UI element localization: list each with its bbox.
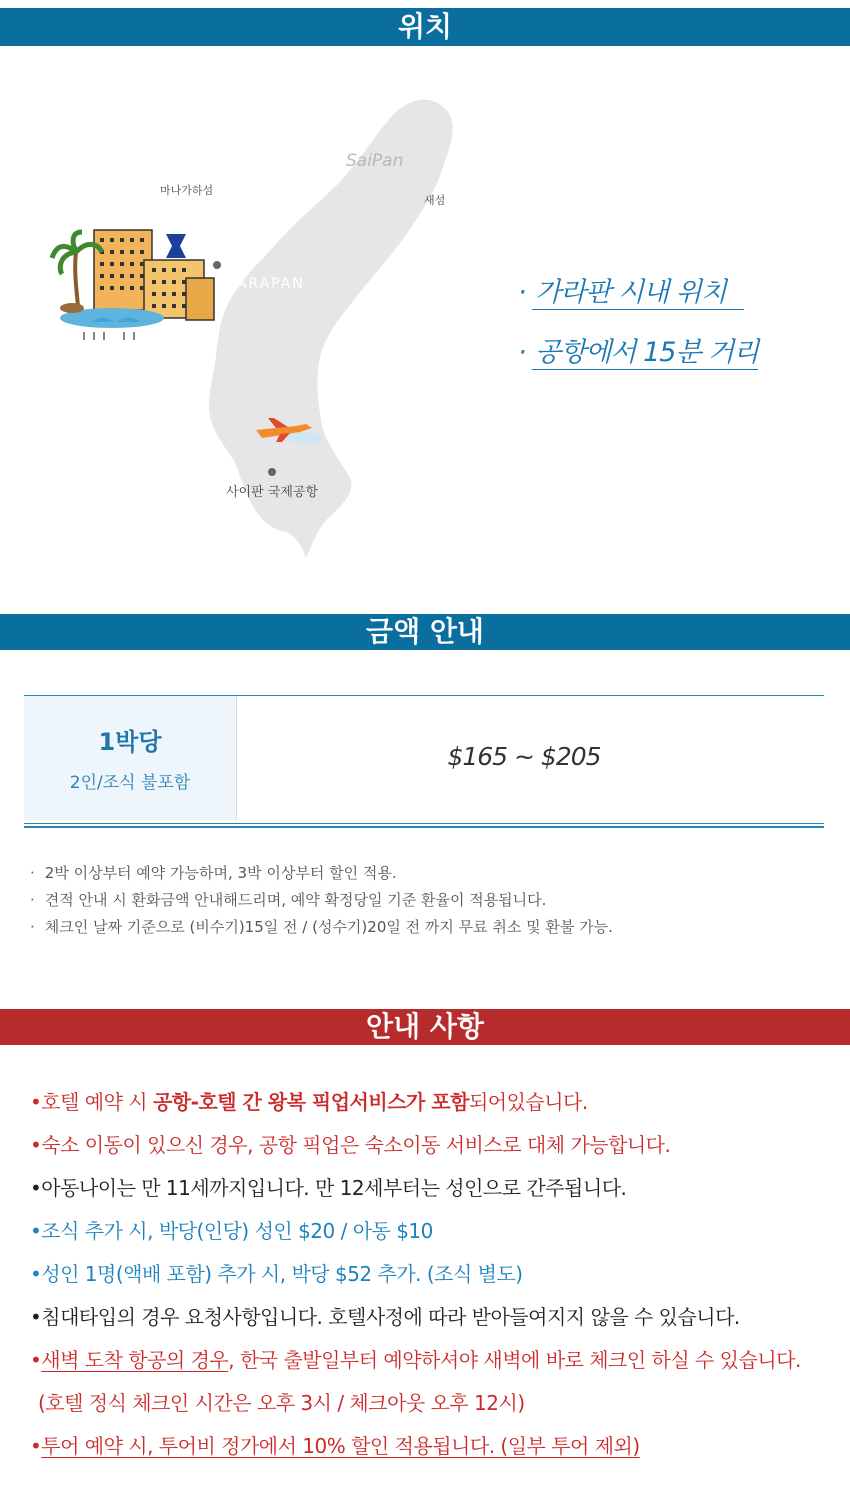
price-condition-label: 2인/조식 불포함 xyxy=(69,773,191,793)
location-section-title: 위치 xyxy=(397,10,453,43)
price-label-cell xyxy=(24,696,237,820)
guide-item: •투어 예약 시, 투어비 정가에서 10% 할인 적용됩니다. (일부 투어 제외) xyxy=(30,1434,640,1458)
pickup-highlight: 공항-호텔 간 왕복 픽업서비스가 포함 xyxy=(152,1090,469,1114)
guide-item: •조식 추가 시, 박당(인당) 성인 $20 / 아동 $10 xyxy=(30,1219,433,1243)
guide-list xyxy=(30,1083,801,1470)
price-value: $165 ~ $205 xyxy=(447,742,601,771)
location-bullet-list xyxy=(518,270,758,390)
garapan-dot xyxy=(213,261,221,269)
note-item: · 견적 안내 시 환화금액 안내해드리며, 예약 확정당일 기준 환율이 적용됩니다. xyxy=(30,891,547,909)
guide-section-title: 안내 사항 xyxy=(366,1010,484,1043)
bullet-underline xyxy=(532,369,758,370)
note-item: · 2박 이상부터 예약 가능하며, 3박 이상부터 할인 적용. xyxy=(30,864,397,882)
location-bullet: · 가라판 시내 위치 xyxy=(518,270,758,330)
managaha-label: 마나가하섬 xyxy=(160,184,214,197)
island-label: SaiPan xyxy=(346,151,404,171)
guide-item-subnote: (호텔 정식 체크인 시간은 오후 3시 / 체크아웃 오후 12시) xyxy=(38,1391,525,1415)
airport-dot xyxy=(268,468,276,476)
guide-item: •숙소 이동이 있으신 경우, 공항 픽업은 숙소이동 서비스로 대체 가능합니다. xyxy=(30,1133,671,1157)
guide-item: •성인 1명(액배 포함) 추가 시, 박당 $52 추가. (조식 별도) xyxy=(30,1262,523,1286)
location-section-header xyxy=(0,8,850,46)
location-bullet: · 공항에서 15분 거리 xyxy=(518,337,759,368)
hotel-illustration xyxy=(52,230,214,340)
guide-item: •아동나이는 만 11세까지입니다. 만 12세부터는 성인으로 간주됩니다. xyxy=(30,1176,627,1200)
price-per-night-label: 1박당 xyxy=(98,728,162,756)
guide-item: •호텔 예약 시 공항-호텔 간 왕복 픽업서비스가 포함되어있습니다. xyxy=(30,1090,588,1114)
price-table xyxy=(24,695,824,828)
note-item: · 체크인 날짜 기준으로 (비수기)15일 전 / (성수기)20일 전 까지 무료 취소 및 환불 가능. xyxy=(30,918,613,936)
garapan-label: GARAPAN xyxy=(224,276,305,292)
bullet-underline xyxy=(532,309,744,310)
price-section-title: 금액 안내 xyxy=(366,615,484,648)
price-section-header xyxy=(0,614,850,650)
guide-item: •새벽 도착 항공의 경우, 한국 출발일부터 예약하셔야 새벽에 바로 체크인 하실 수 있습니다. xyxy=(30,1348,801,1372)
price-notes xyxy=(30,862,613,943)
guide-section-header xyxy=(0,1009,850,1045)
guide-item: •침대타입의 경우 요청사항입니다. 호텔사정에 따라 받아들여지지 않을 수 있습니다. xyxy=(30,1305,740,1329)
bird-island-label: 새섬 xyxy=(424,194,446,207)
table-divider xyxy=(24,823,824,824)
airport-label: 사이판 국제공항 xyxy=(226,485,319,500)
